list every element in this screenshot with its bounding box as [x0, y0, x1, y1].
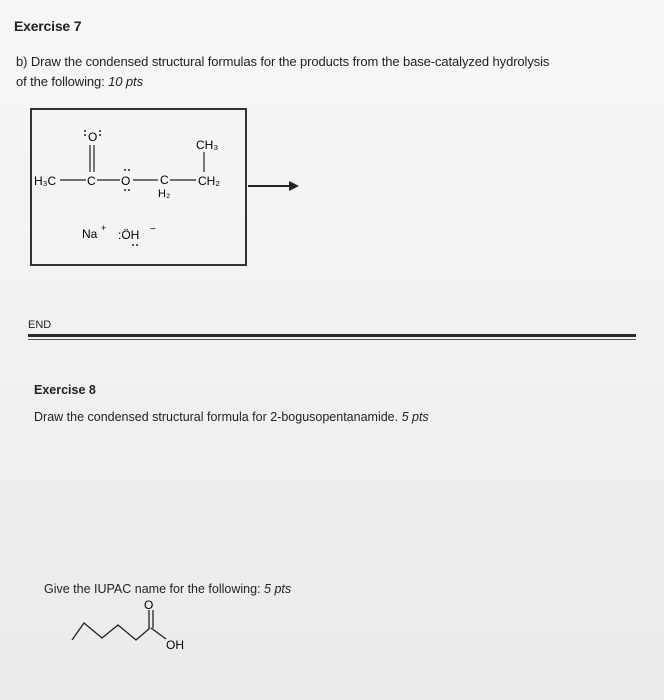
iupac-points: 5 pts — [264, 582, 292, 596]
lone-pair-dot — [124, 189, 126, 191]
lone-pair-dot — [84, 130, 86, 132]
hydroxide-ion: :ÖH — [118, 228, 140, 242]
iupac-question-text: Give the IUPAC name for the following: — [44, 582, 265, 596]
hydroxyl-label: OH — [166, 638, 184, 652]
lone-pair-dot — [128, 169, 130, 171]
lone-pair-dot — [128, 189, 130, 191]
section-divider — [28, 334, 636, 337]
sodium-charge: + — [101, 223, 107, 233]
methyl-top: CH₃ — [196, 138, 219, 152]
methylene-carbon: C — [160, 173, 169, 187]
exercise-8-points: 5 pts — [401, 410, 429, 424]
carbon-chain-line — [72, 623, 150, 640]
sodium-ion: Na — [82, 227, 98, 241]
exercise-8-title: Exercise 8 — [34, 383, 96, 397]
exercise-7-title: Exercise 7 — [14, 18, 82, 34]
exercise-7-question-line2-text: of the following: — [16, 74, 109, 89]
skeletal-structure — [72, 598, 184, 652]
carbonyl-carbon: C — [87, 174, 96, 188]
methylene-right: CH₂ — [198, 174, 220, 188]
ester-oxygen: O — [121, 174, 131, 188]
hydroxide-charge: − — [150, 224, 156, 235]
lone-pair-dot — [84, 134, 86, 136]
methylene-hydrogens: H₂ — [158, 188, 171, 200]
section-divider-thin — [28, 339, 636, 340]
carbonyl-oxygen: O — [88, 130, 98, 144]
exercise-8-question-text: Draw the condensed structural formula for 2-bogusopentanamide. — [34, 410, 402, 424]
exercise-7-points: 10 pts — [108, 74, 143, 89]
exercise-8-question — [34, 410, 429, 424]
hydroxyl-bond-line — [151, 628, 166, 639]
end-label: END — [28, 319, 52, 331]
lone-pair-dot — [99, 134, 101, 136]
lone-pair-dot — [136, 244, 138, 246]
arrow-head-icon — [289, 181, 299, 191]
lone-pair-dot — [132, 244, 134, 246]
lone-pair-dot — [99, 130, 101, 132]
methyl-left: H₃C — [34, 174, 57, 188]
exercise-7-question-line1: b) Draw the condensed structural formulas for the products from the base-catalyzed hydrolysis — [16, 54, 550, 69]
lone-pair-dot — [124, 169, 126, 171]
carbonyl-oxygen-label: O — [144, 598, 154, 612]
iupac-question — [44, 582, 291, 596]
